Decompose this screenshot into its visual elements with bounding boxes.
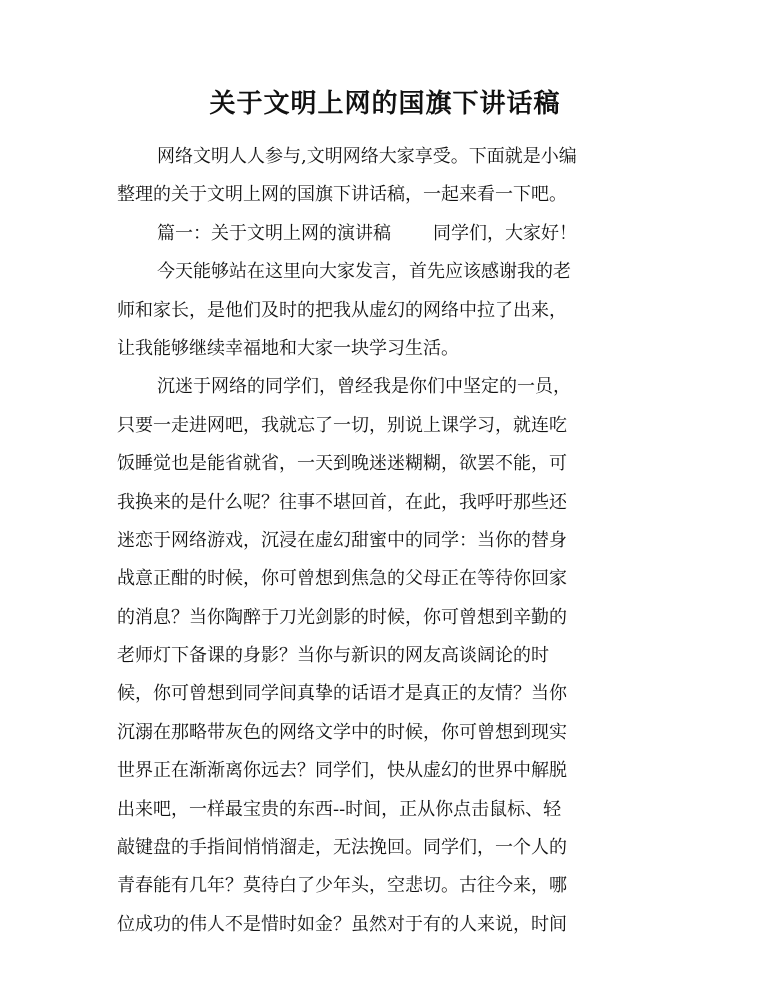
paragraph-line: 老师灯下备课的身影？当你与新识的网友高谈阔论的时 [117, 645, 549, 667]
paragraph-line: 让我能够继续幸福地和大家一块学习生活。 [117, 337, 459, 359]
paragraph-line: 世界正在渐渐离你远去？同学们，快从虚幻的世界中解脱 [117, 760, 567, 782]
greeting-text: 同学们，大家好！ [433, 222, 577, 244]
paragraph-line: 候，你可曾想到同学间真挚的话语才是真正的友情？当你 [117, 683, 567, 705]
paragraph-line: 我换来的是什么呢？往事不堪回首，在此，我呼吁那些还 [117, 491, 567, 513]
document-body [117, 138, 657, 944]
paragraph-line: 饭睡觉也是能省就省，一天到晚迷迷糊糊，欲罢不能，可 [117, 453, 567, 475]
document-title: 关于文明上网的国旗下讲话稿 [209, 89, 561, 119]
paragraph-line [117, 215, 657, 253]
paragraph-line: 网络文明人人参与,文明网络大家享受。下面就是小编 [157, 146, 577, 167]
paragraph-line: 师和家长，是他们及时的把我从虚幻的网络中拉了出来， [117, 299, 567, 321]
paragraph-line: 沉溺在那略带灰色的网络文学中的时候，你可曾想到现实 [117, 721, 567, 743]
paragraph-line: 整理的关于文明上网的国旗下讲话稿，一起来看一下吧。 [117, 184, 567, 206]
paragraph-line: 只要一走进网吧，我就忘了一切，别说上课学习，就连吃 [117, 414, 567, 436]
paragraph-line: 今天能够站在这里向大家发言，首先应该感谢我的老 [157, 261, 571, 283]
paragraph-line: 敲键盘的手指间悄悄溜走，无法挽回。同学们，一个人的 [117, 837, 567, 859]
paragraph-line: 迷恋于网络游戏，沉浸在虚幻甜蜜中的同学：当你的替身 [117, 529, 567, 551]
paragraph-line: 的消息？当你陶醉于刀光剑影的时候，你可曾想到辛勤的 [117, 606, 567, 628]
paragraph-line: 出来吧，一样最宝贵的东西--时间，正从你点击鼠标、轻 [117, 798, 562, 820]
paragraph-line: 青春能有几年？莫待白了少年头，空悲切。古往今来，哪 [117, 875, 567, 897]
paragraph-line: 位成功的伟人不是惜时如金？虽然对于有的人来说，时间 [117, 913, 567, 935]
paragraph-line: 沉迷于网络的同学们，曾经我是你们中坚定的一员， [157, 376, 571, 398]
paragraph-line: 战意正酣的时候，你可曾想到焦急的父母正在等待你回家 [117, 568, 567, 590]
section-heading: 篇一：关于文明上网的演讲稿 [157, 222, 391, 244]
